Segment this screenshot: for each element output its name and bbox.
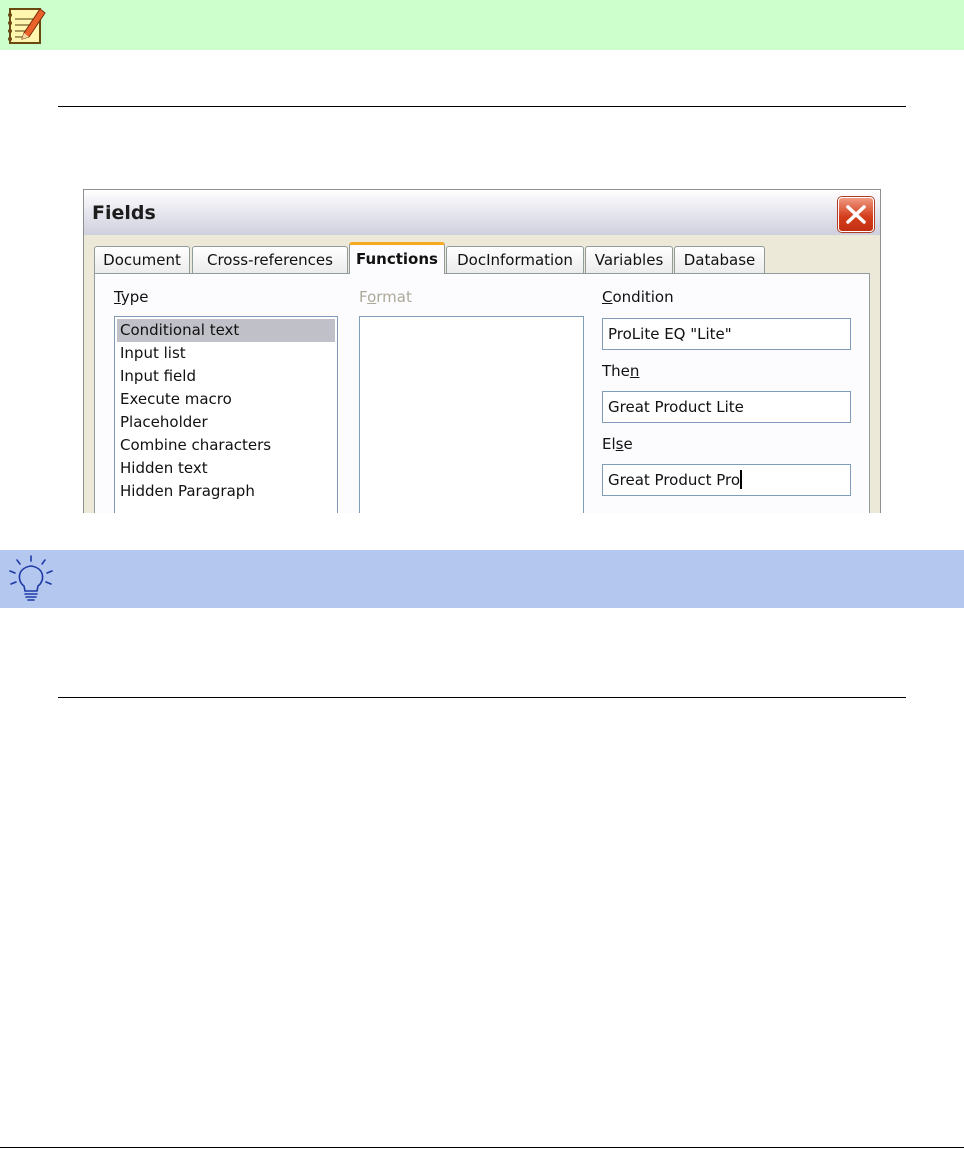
type-item-combine-characters[interactable]: Combine characters bbox=[120, 436, 272, 454]
condition-input[interactable] bbox=[602, 318, 851, 350]
condition-value: ProLite EQ "Lite" bbox=[608, 325, 732, 343]
condition-label: Condition bbox=[602, 288, 674, 306]
type-list[interactable] bbox=[114, 316, 338, 513]
type-item-execute-macro[interactable]: Execute macro bbox=[120, 390, 232, 408]
text-caret bbox=[740, 470, 742, 489]
divider bbox=[0, 1147, 964, 1148]
tab-variables[interactable]: Variables bbox=[585, 246, 673, 273]
divider bbox=[58, 697, 906, 698]
tab-docinformation[interactable]: DocInformation bbox=[446, 246, 584, 273]
dialog-title: Fields bbox=[92, 202, 156, 224]
type-item-hidden-paragraph[interactable]: Hidden Paragraph bbox=[120, 482, 255, 500]
type-item-placeholder[interactable]: Placeholder bbox=[120, 413, 208, 431]
tab-document[interactable]: Document bbox=[94, 246, 190, 273]
note-icon bbox=[2, 3, 46, 47]
fields-dialog bbox=[83, 189, 881, 513]
then-value: Great Product Lite bbox=[608, 398, 744, 416]
tip-banner bbox=[0, 550, 964, 608]
then-input[interactable] bbox=[602, 391, 851, 423]
dialog-titlebar bbox=[84, 190, 880, 235]
type-label: Type bbox=[114, 288, 149, 306]
else-input[interactable] bbox=[602, 464, 851, 496]
tab-bar bbox=[94, 242, 874, 273]
else-label: Else bbox=[602, 435, 633, 453]
functions-panel bbox=[94, 273, 870, 513]
note-banner bbox=[0, 0, 964, 50]
then-label: Then bbox=[602, 362, 640, 380]
close-icon bbox=[844, 203, 868, 226]
type-item-conditional-text[interactable]: Conditional text bbox=[117, 319, 335, 342]
close-button[interactable] bbox=[838, 197, 874, 232]
else-value: Great Product Pro bbox=[608, 471, 741, 489]
format-list[interactable] bbox=[359, 316, 584, 513]
tab-functions[interactable]: Functions bbox=[349, 242, 445, 274]
divider bbox=[58, 106, 906, 107]
type-item-input-list[interactable]: Input list bbox=[120, 344, 186, 362]
format-label: Format bbox=[359, 288, 412, 306]
tab-database[interactable]: Database bbox=[674, 246, 765, 273]
tab-cross-references[interactable]: Cross-references bbox=[192, 246, 348, 273]
type-item-input-field[interactable]: Input field bbox=[120, 367, 196, 385]
tip-lightbulb-icon bbox=[6, 554, 56, 604]
type-item-hidden-text[interactable]: Hidden text bbox=[120, 459, 208, 477]
